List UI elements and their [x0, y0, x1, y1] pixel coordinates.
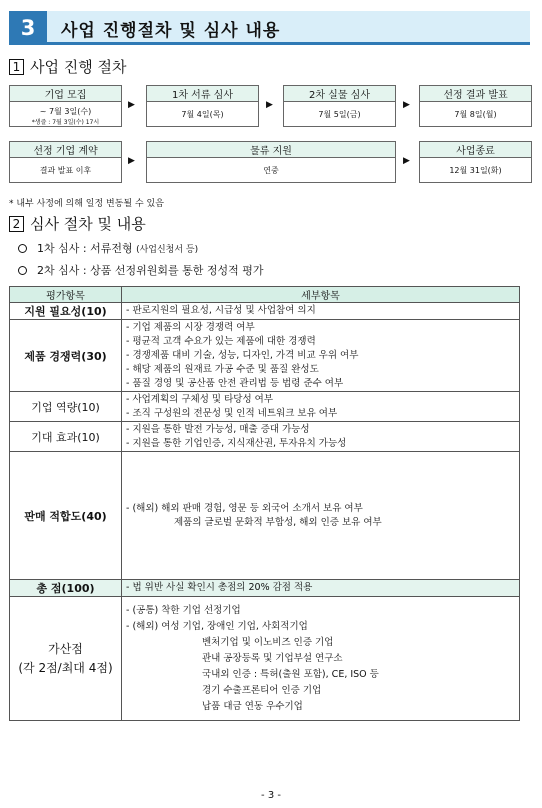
- row-details: - (해외) 해외 판매 경험, 영문 등 외국어 소개서 보유 여부 제품의 글로벌 문화적 부합성, 해외 인증 보유 여부: [122, 452, 520, 580]
- process-step-date: 결과 발표 이후: [39, 166, 92, 175]
- process-step-title: 선정 기업 계약: [10, 142, 121, 158]
- subheading-process: [9, 56, 126, 77]
- process-step-date: 연중: [263, 166, 279, 175]
- arrow-right-icon: ▶: [128, 156, 135, 166]
- process-step-end: [419, 141, 532, 183]
- row-details: - (공통) 착한 기업 선정기업 - (해외) 여성 기업, 장애인 기업, 사회적기업 벤처기업 및 이노비즈 인증 기업 관내 공장등록 및 기업부설 연구소 국내외 인증 : 특허(출원 포함), CE, ISO 등 경기 수출프론티어 인증 기업 납품 대금 연동 우수기업: [122, 597, 520, 721]
- table-row: [10, 422, 520, 452]
- row-category: 총 점(100): [10, 580, 122, 597]
- schedule-note: * 내부 사정에 의해 일정 변동될 수 있음: [9, 199, 164, 209]
- arrow-right-icon: ▶: [403, 100, 410, 110]
- row-category: 기업 역량(10): [10, 392, 122, 422]
- process-step-title: 선정 결과 발표: [420, 86, 531, 102]
- section-title: 사업 진행절차 및 심사 내용: [61, 21, 281, 41]
- table-row: [10, 452, 520, 580]
- table-row: [10, 597, 520, 721]
- process-step-recruit: [9, 85, 122, 127]
- table-row: [10, 303, 520, 320]
- process-step-title: 기업 모집: [10, 86, 121, 102]
- row-category: 제품 경쟁력(30): [10, 320, 122, 392]
- table-row-total: [10, 580, 520, 597]
- row-details: - 판로지원의 필요성, 시급성 및 사업참여 의지: [122, 303, 520, 320]
- section-header: [9, 11, 530, 45]
- bullet-first-review: 1차 심사 : 서류전형 (사업신청서 등): [18, 240, 198, 256]
- header-details: 세부항목: [122, 287, 520, 303]
- process-step-title: 물류 지원: [147, 142, 395, 158]
- row-details: - 지원을 통한 발전 가능성, 매출 증대 가능성 - 지원을 통한 기업인증, 지식재산권, 투자유치 가능성: [122, 422, 520, 452]
- process-step-title: 2차 실물 심사: [284, 86, 395, 102]
- row-details: - 사업계획의 구체성 및 타당성 여부 - 조직 구성원의 전문성 및 인적 네트워크 보유 여부: [122, 392, 520, 422]
- table-header-row: [10, 287, 520, 303]
- header-category: 평가항목: [10, 287, 122, 303]
- subheading-title: 심사 절차 및 내용: [30, 215, 146, 233]
- section-number: 3: [9, 11, 47, 45]
- process-step-announce: [419, 85, 532, 127]
- subheading-review: [9, 213, 146, 234]
- process-step-date: 7월 8일(월): [454, 110, 497, 119]
- process-step-logistics: [146, 141, 396, 183]
- subheading-title: 사업 진행 절차: [30, 58, 127, 76]
- process-step-title: 1차 서류 심사: [147, 86, 258, 102]
- process-step-date: ~ 7월 3일(수) *생즐 : 7월 3일(수) 17시: [31, 107, 100, 126]
- row-category: 판매 적합도(40): [10, 452, 122, 580]
- evaluation-table: [9, 286, 520, 721]
- page-number: - 3 -: [261, 790, 281, 801]
- table-row: [10, 320, 520, 392]
- row-details: - 법 위반 사실 확인시 총점의 20% 감점 적용: [122, 580, 520, 597]
- row-category: 가산점 (각 2점/최대 4점): [10, 597, 122, 721]
- subheading-number: 1: [9, 59, 24, 75]
- circle-bullet-icon: [18, 244, 27, 253]
- arrow-right-icon: ▶: [403, 156, 410, 166]
- arrow-right-icon: ▶: [128, 100, 135, 110]
- process-step-date: 7월 5일(금): [318, 110, 361, 119]
- arrow-right-icon: ▶: [266, 100, 273, 110]
- circle-bullet-icon: [18, 266, 27, 275]
- table-row: [10, 392, 520, 422]
- row-category: 기대 효과(10): [10, 422, 122, 452]
- process-step-physical-review: [283, 85, 396, 127]
- process-step-date: 7월 4일(목): [181, 110, 224, 119]
- row-details: - 기업 제품의 시장 경쟁력 여부 - 평균적 고객 수요가 있는 제품에 대한 경쟁력 - 경쟁제품 대비 기술, 성능, 디자인, 가격 비교 우위 여부 - 해당 제품의 원재료 가공 수준 및 품질 완성도 - 품질 경영 및 공산품 안전 관리법 등 법령 준수 여부: [122, 320, 520, 392]
- bullet-second-review: 2차 심사 : 상품 선정위원회를 통한 정성적 평가: [18, 262, 263, 278]
- process-step-contract: [9, 141, 122, 183]
- subheading-number: 2: [9, 216, 24, 232]
- process-step-title: 사업종료: [420, 142, 531, 158]
- row-category: 지원 필요성(10): [10, 303, 122, 320]
- process-step-date: 12월 31일(화): [449, 166, 502, 175]
- process-step-doc-review: [146, 85, 259, 127]
